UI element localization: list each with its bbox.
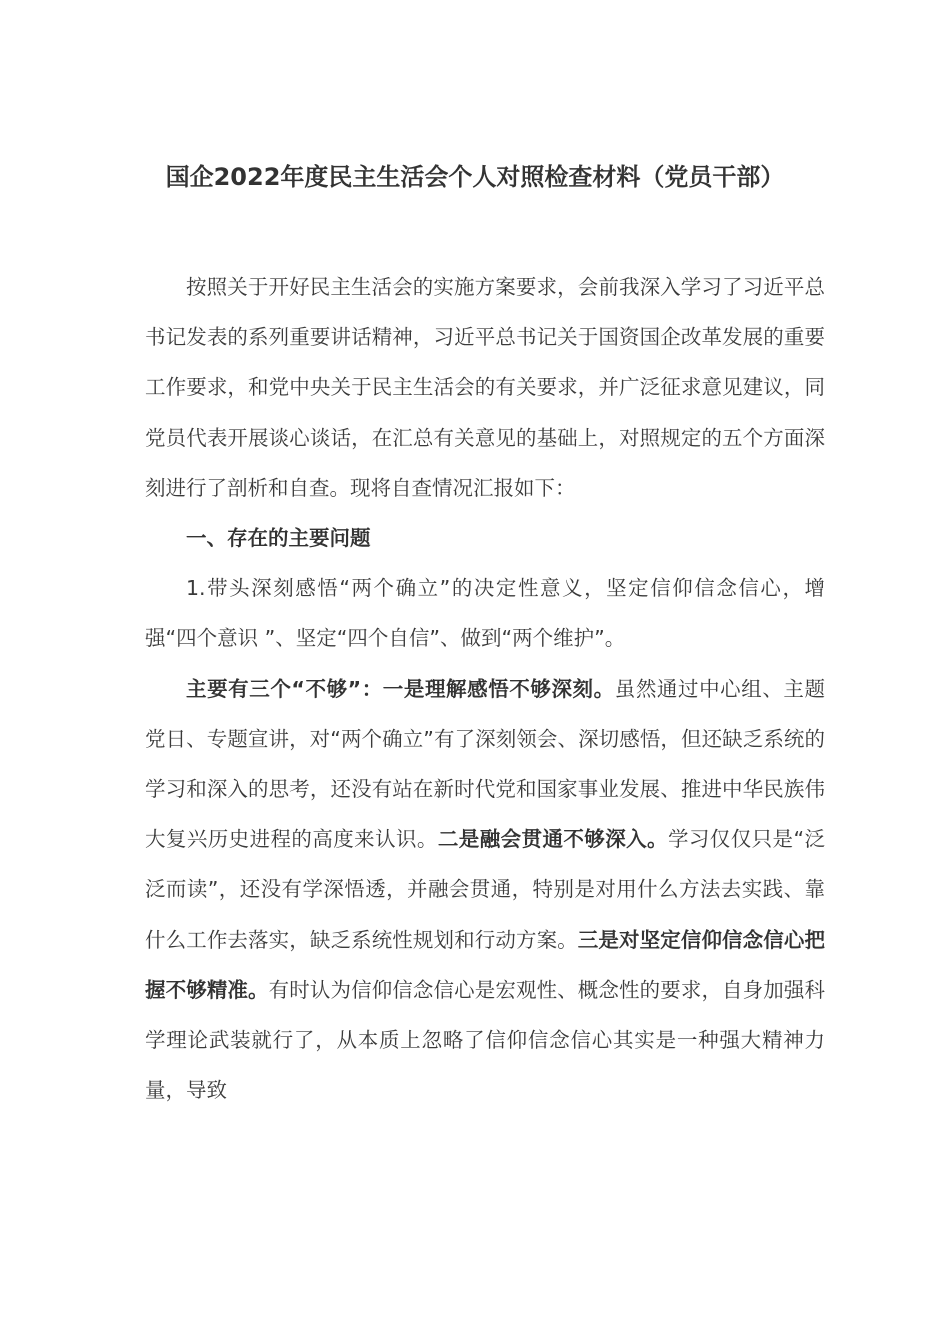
item-1-paragraph: 1.带头深刻感悟“两个确立”的决定性意义，坚定信仰信念信心，增强“四个意识 ”、坚定“四个自信”、做到“两个维护”。 [145, 576, 825, 651]
problem-2-text: 学习仅仅只是“泛泛而读”，还没有学深悟透，并融会贯通，特别是对用什么方法去实践、靠什么工作去落实，缺乏系统性规划和行动方案。 [145, 827, 826, 952]
document-title: 国企2022年度民主生活会个人对照检查材料（党员干部） [165, 163, 785, 191]
document-body [145, 262, 825, 1115]
problems-paragraph [145, 664, 825, 1116]
problem-2-lead: 二是融会贯通不够深入。 [437, 827, 668, 852]
problem-3-text: 有时认为信仰信念信心是宏观性、概念性的要求，自身加强科学理论武装就行了，从本质上忽略了信仰信念信心其实是一种强大精神力量，导致 [145, 977, 825, 1103]
problem-1-text: 虽然通过中心组、主题党日、专题宣讲，对“两个确立”有了深刻领会、深切感悟，但还缺乏系统的学习和深入的思考，还没有站在新时代党和国家事业发展、推进中华民族伟大复兴历史进程的高度来认识。 [145, 676, 825, 852]
problem-3-lead: 三是对坚定信仰信念信心把握不够精准。 [145, 927, 825, 1002]
section-heading: 一、存在的主要问题 [186, 526, 371, 551]
problem-1-lead: 主要有三个“不够”：一是理解感悟不够深刻。 [186, 676, 615, 701]
intro-paragraph: 按照关于开好民主生活会的实施方案要求，会前我深入学习了习近平总书记发表的系列重要讲话精神，习近平总书记关于国资国企改革发展的重要工作要求，和党中央关于民主生活会的有关要求，并广泛征求意见建议，同党员代表开展谈心谈话，在汇总有关意见的基础上，对照规定的五个方面深刻进行了剖析和自查。现将自查情况汇报如下： [145, 275, 825, 500]
